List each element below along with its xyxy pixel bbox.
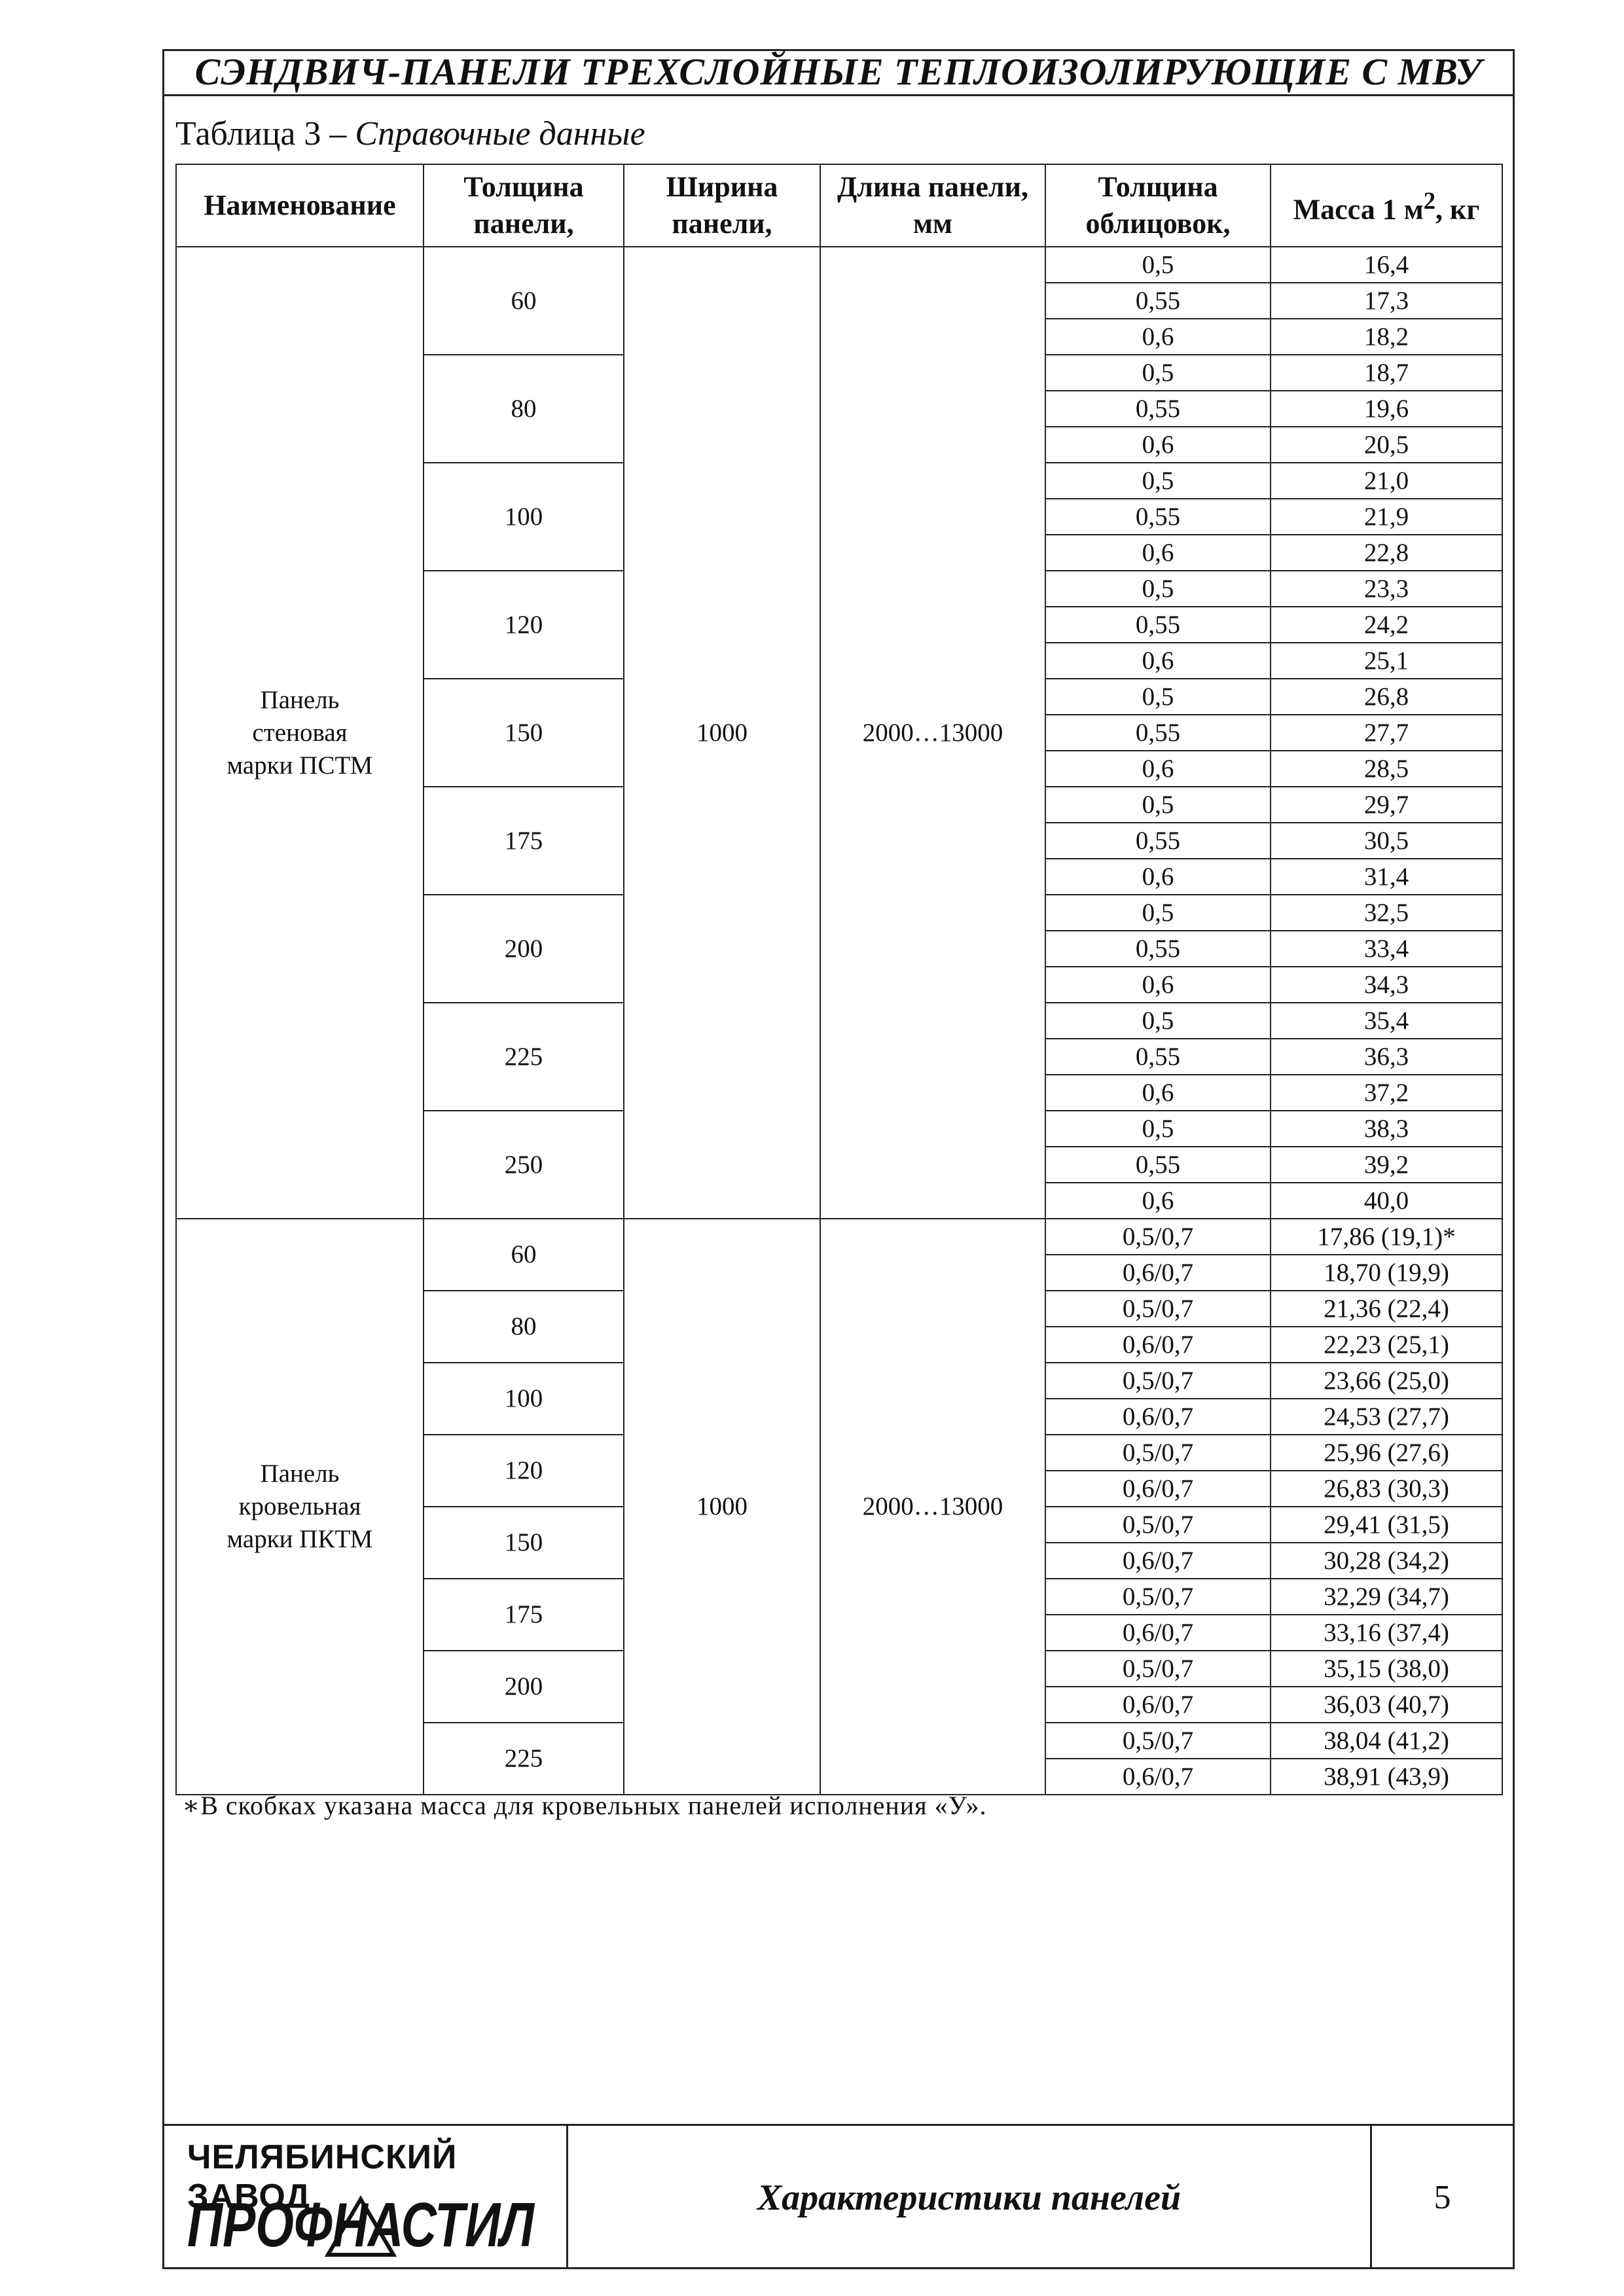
footer	[162, 2124, 1515, 2269]
roof-facing-cell: 0,6/0,7	[1045, 1327, 1271, 1363]
wall-mass-cell: 17,3	[1271, 283, 1502, 319]
roof-mass-cell: 35,15 (38,0)	[1271, 1651, 1502, 1687]
wall-facing-cell: 0,5	[1045, 895, 1271, 931]
company-name-line1: ЧЕЛЯБИНСКИЙ ЗАВОД	[187, 2138, 458, 2215]
wall-facing-cell: 0,5	[1045, 1003, 1271, 1039]
wall-facing-cell: 0,5	[1045, 355, 1271, 391]
wall-thickness-cell: 250	[424, 1111, 624, 1219]
page-number: 5	[1434, 2179, 1451, 2216]
roof-thickness-cell: 225	[424, 1723, 624, 1795]
header-thickness: Толщина панели,	[424, 164, 624, 247]
company-logo	[162, 2126, 568, 2269]
roof-facing-cell: 0,6/0,7	[1045, 1471, 1271, 1507]
roof-mass-cell: 24,53 (27,7)	[1271, 1399, 1502, 1435]
wall-facing-cell: 0,6	[1045, 967, 1271, 1003]
wall-panel-name-line: марки ПСТМ	[226, 751, 373, 780]
roof-mass-cell: 21,36 (22,4)	[1271, 1291, 1502, 1327]
document-header: СЭНДВИЧ-ПАНЕЛИ ТРЕХСЛОЙНЫЕ ТЕПЛОИЗОЛИРУЮЩИЕ С МВУ	[162, 49, 1515, 96]
wall-thickness-cell: 120	[424, 571, 624, 679]
caption-prefix: Таблица 3 –	[175, 115, 355, 152]
roof-thickness-cell: 100	[424, 1363, 624, 1435]
wall-mass-cell: 22,8	[1271, 535, 1502, 571]
wall-facing-cell: 0,6	[1045, 1183, 1271, 1219]
roof-facing-cell: 0,5/0,7	[1045, 1291, 1271, 1327]
wall-facing-cell: 0,6	[1045, 1075, 1271, 1111]
roof-mass-cell: 33,16 (37,4)	[1271, 1615, 1502, 1651]
roof-facing-cell: 0,6/0,7	[1045, 1759, 1271, 1795]
roof-mass-cell: 36,03 (40,7)	[1271, 1687, 1502, 1723]
roof-facing-cell: 0,5/0,7	[1045, 1651, 1271, 1687]
roof-mass-cell: 30,28 (34,2)	[1271, 1543, 1502, 1579]
wall-mass-cell: 16,4	[1271, 247, 1502, 283]
roof-thickness-cell: 120	[424, 1435, 624, 1507]
roof-row	[176, 1219, 1502, 1255]
roof-thickness-cell: 80	[424, 1291, 624, 1363]
wall-mass-cell: 18,2	[1271, 319, 1502, 355]
table-header-row	[176, 164, 1502, 247]
wall-facing-cell: 0,5	[1045, 679, 1271, 715]
table-caption	[175, 115, 645, 153]
roof-facing-cell: 0,6/0,7	[1045, 1543, 1271, 1579]
header-width: Ширина панели,	[624, 164, 820, 247]
roof-facing-cell: 0,6/0,7	[1045, 1255, 1271, 1291]
caption-title: Справочные данные	[355, 115, 645, 152]
wall-mass-cell: 38,3	[1271, 1111, 1502, 1147]
wall-facing-cell: 0,6	[1045, 751, 1271, 787]
roof-thickness-cell: 200	[424, 1651, 624, 1723]
wall-facing-cell: 0,5	[1045, 571, 1271, 607]
wall-row	[176, 247, 1502, 283]
profnastil-logo-mark	[187, 2186, 541, 2258]
footer-doc-title: Характеристики панелей	[568, 2126, 1372, 2269]
header-mass	[1271, 164, 1502, 247]
company-name-line2: ПРОФНАСТИЛ	[187, 2190, 535, 2258]
wall-mass-cell: 31,4	[1271, 859, 1502, 895]
roof-mass-cell: 38,91 (43,9)	[1271, 1759, 1502, 1795]
wall-thickness-cell: 100	[424, 463, 624, 571]
roof-facing-cell: 0,6/0,7	[1045, 1687, 1271, 1723]
wall-facing-cell: 0,55	[1045, 499, 1271, 535]
header-mass-text: Масса 1 м	[1293, 193, 1424, 226]
roof-facing-cell: 0,5/0,7	[1045, 1219, 1271, 1255]
roof-thickness-cell: 60	[424, 1219, 624, 1291]
wall-facing-cell: 0,6	[1045, 535, 1271, 571]
wall-mass-cell: 35,4	[1271, 1003, 1502, 1039]
wall-mass-cell: 28,5	[1271, 751, 1502, 787]
wall-mass-cell: 26,8	[1271, 679, 1502, 715]
wall-width-cell: 1000	[624, 247, 820, 1219]
header-mass-sup: 2	[1423, 187, 1436, 215]
wall-mass-cell: 34,3	[1271, 967, 1502, 1003]
roof-mass-cell: 18,70 (19,9)	[1271, 1255, 1502, 1291]
wall-mass-cell: 39,2	[1271, 1147, 1502, 1183]
wall-facing-cell: 0,5	[1045, 1111, 1271, 1147]
wall-facing-cell: 0,6	[1045, 643, 1271, 679]
wall-mass-cell: 40,0	[1271, 1183, 1502, 1219]
roof-mass-cell: 26,83 (30,3)	[1271, 1471, 1502, 1507]
wall-mass-cell: 29,7	[1271, 787, 1502, 823]
header-mass-unit: , кг	[1435, 193, 1480, 226]
wall-panel-name-line: стеновая	[252, 718, 348, 747]
roof-mass-cell: 17,86 (19,1)*	[1271, 1219, 1502, 1255]
wall-mass-cell: 20,5	[1271, 427, 1502, 463]
roof-mass-cell: 25,96 (27,6)	[1271, 1435, 1502, 1471]
wall-mass-cell: 36,3	[1271, 1039, 1502, 1075]
roof-thickness-cell: 150	[424, 1507, 624, 1579]
roof-mass-cell: 29,41 (31,5)	[1271, 1507, 1502, 1543]
wall-mass-cell: 32,5	[1271, 895, 1502, 931]
wall-thickness-cell: 175	[424, 787, 624, 895]
wall-length-cell: 2000…13000	[820, 247, 1045, 1219]
footnote: ∗В скобках указана масса для кровельных панелей исполнения «У».	[182, 1791, 987, 1820]
wall-mass-cell: 21,0	[1271, 463, 1502, 499]
roof-facing-cell: 0,5/0,7	[1045, 1435, 1271, 1471]
wall-mass-cell: 25,1	[1271, 643, 1502, 679]
roof-mass-cell: 32,29 (34,7)	[1271, 1579, 1502, 1615]
table-body	[176, 247, 1502, 1795]
wall-facing-cell: 0,6	[1045, 859, 1271, 895]
roof-mass-cell: 23,66 (25,0)	[1271, 1363, 1502, 1399]
wall-facing-cell: 0,5	[1045, 247, 1271, 283]
wall-mass-cell: 23,3	[1271, 571, 1502, 607]
wall-thickness-cell: 200	[424, 895, 624, 1003]
roof-facing-cell: 0,6/0,7	[1045, 1399, 1271, 1435]
roof-panel-name	[176, 1219, 424, 1795]
roof-facing-cell: 0,5/0,7	[1045, 1579, 1271, 1615]
wall-thickness-cell: 60	[424, 247, 624, 355]
header-facing: Толщина облицовок,	[1045, 164, 1271, 247]
roof-width-cell: 1000	[624, 1219, 820, 1795]
header-length: Длина панели, мм	[820, 164, 1045, 247]
wall-facing-cell: 0,55	[1045, 715, 1271, 751]
wall-thickness-cell: 150	[424, 679, 624, 787]
wall-thickness-cell: 225	[424, 1003, 624, 1111]
wall-facing-cell: 0,6	[1045, 427, 1271, 463]
roof-mass-cell: 22,23 (25,1)	[1271, 1327, 1502, 1363]
header-name: Наименование	[176, 164, 424, 247]
wall-facing-cell: 0,55	[1045, 1147, 1271, 1183]
roof-facing-cell: 0,5/0,7	[1045, 1507, 1271, 1543]
wall-facing-cell: 0,55	[1045, 283, 1271, 319]
wall-mass-cell: 21,9	[1271, 499, 1502, 535]
wall-facing-cell: 0,6	[1045, 319, 1271, 355]
wall-mass-cell: 33,4	[1271, 931, 1502, 967]
wall-mass-cell: 18,7	[1271, 355, 1502, 391]
wall-thickness-cell: 80	[424, 355, 624, 463]
roof-panel-name-line: марки ПКТМ	[226, 1525, 373, 1553]
wall-mass-cell: 27,7	[1271, 715, 1502, 751]
wall-panel-name	[176, 247, 424, 1219]
wall-mass-cell: 37,2	[1271, 1075, 1502, 1111]
wall-facing-cell: 0,5	[1045, 787, 1271, 823]
roof-thickness-cell: 175	[424, 1579, 624, 1651]
roof-facing-cell: 0,5/0,7	[1045, 1363, 1271, 1399]
wall-facing-cell: 0,55	[1045, 1039, 1271, 1075]
wall-facing-cell: 0,55	[1045, 823, 1271, 859]
roof-panel-name-line: Панель	[260, 1460, 340, 1488]
wall-facing-cell: 0,55	[1045, 391, 1271, 427]
wall-mass-cell: 30,5	[1271, 823, 1502, 859]
roof-facing-cell: 0,6/0,7	[1045, 1615, 1271, 1651]
roof-mass-cell: 38,04 (41,2)	[1271, 1723, 1502, 1759]
wall-facing-cell: 0,5	[1045, 463, 1271, 499]
wall-mass-cell: 24,2	[1271, 607, 1502, 643]
wall-mass-cell: 19,6	[1271, 391, 1502, 427]
reference-data-table	[175, 164, 1503, 1795]
roof-length-cell: 2000…13000	[820, 1219, 1045, 1795]
wall-panel-name-line: Панель	[260, 685, 340, 714]
roof-panel-name-line: кровельная	[238, 1492, 361, 1520]
roof-facing-cell: 0,5/0,7	[1045, 1723, 1271, 1759]
wall-facing-cell: 0,55	[1045, 931, 1271, 967]
wall-facing-cell: 0,55	[1045, 607, 1271, 643]
